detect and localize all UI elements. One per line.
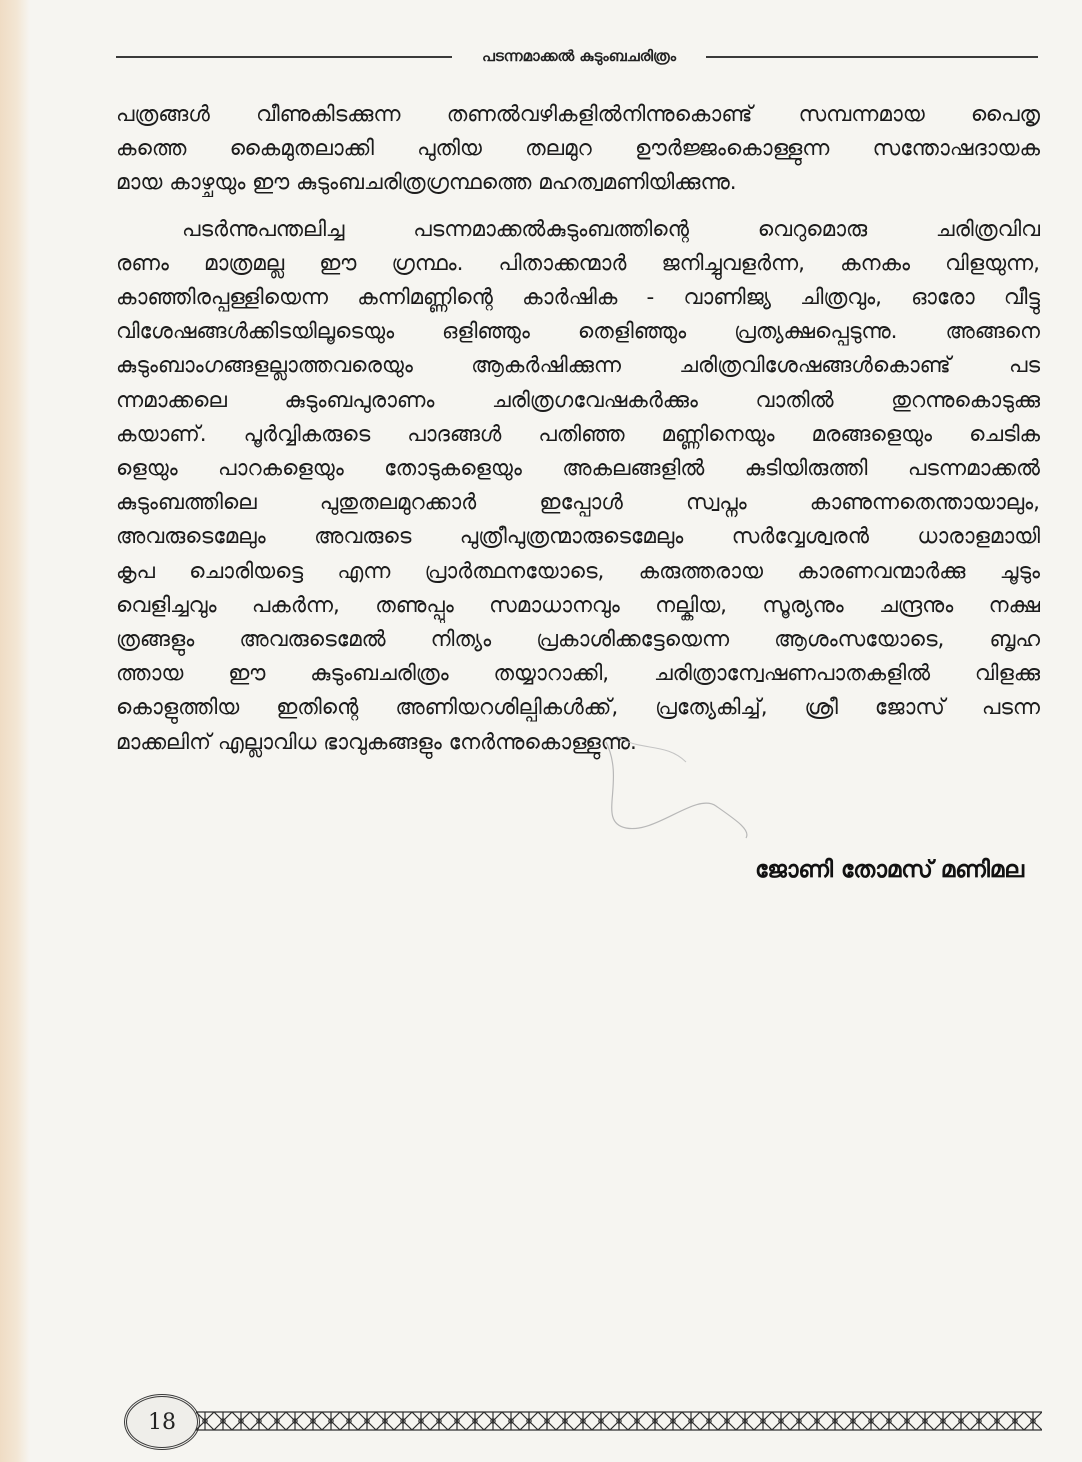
header-rule-left <box>116 56 452 58</box>
text-line: പടർന്നുപന്തലിച്ച പടന്നമാക്കൽകുടുംബത്തിന്റെ വെറുമൊരു ചരിത്രവിവ <box>182 216 1040 242</box>
page-edge-shading <box>0 0 30 1462</box>
text-line: കൃപ ചൊരിയട്ടെ എന്ന പ്രാർത്ഥനയോടെ, കരുത്തരായ കാരണവന്മാർക്കു ചൂടും <box>116 558 1040 584</box>
text-line: ത്തായ ഈ കുടുംബചരിത്രം തയ്യാറാക്കി, ചരിത്രാന്വേഷണപാതകളിൽ വിളക്കു <box>116 661 1040 687</box>
paragraph-1 <box>116 98 1040 201</box>
page-footer <box>118 1386 1044 1456</box>
text-line: കുടുംബത്തിലെ പുതുതലമുറക്കാർ ഇപ്പോൾ സ്വപ്നം കാണുന്നതെന്തായാലും, <box>116 490 1040 516</box>
text-line: കാഞ്ഞിരപ്പള്ളിയെന്ന കന്നിമണ്ണിന്റെ കാർഷിക - വാണിജ്യ ചിത്രവും, ഓരോ വീട്ടു <box>116 285 1040 311</box>
body-text <box>116 98 1040 772</box>
text-line: ന്നമാക്കലെ കുടുംബപുരാണം ചരിത്രഗവേഷകർക്കും വാതിൽ തുറന്നുകൊടുക്കു <box>116 387 1040 413</box>
running-head: പടന്നമാക്കൽ കുടുംബചരിത്രം <box>482 47 676 65</box>
pen-scribble-mark <box>586 722 756 842</box>
text-line: കയാണ്. പൂർവ്വികരുടെ പാദങ്ങൾ പതിഞ്ഞ മണ്ണിനെയും മരങ്ങളെയും ചെടിക <box>116 421 1040 447</box>
text-line: കുടുംബാംഗങ്ങളല്ലാത്തവരെയും ആകർഷിക്കുന്ന ചരിത്രവിശേഷങ്ങൾകൊണ്ട് പട <box>116 353 1040 379</box>
text-line: കത്തെ കൈമുതലാക്കി പുതിയ തലമുറ ഊർജ്ജംകൊള്ളുന്ന സന്തോഷദായക <box>116 136 1040 162</box>
text-line: മായ കാഴ്ചയും ഈ കുടുംബചരിത്രഗ്രന്ഥത്തെ മഹത്വമണിയിക്കുന്നു. <box>116 170 737 196</box>
text-line: ത്രങ്ങളും അവരുടെമേൽ നിത്യം പ്രകാശിക്കട്ടേയെന്ന ആശംസയോടെ, ബൃഹ <box>116 627 1040 653</box>
text-line: രണം മാത്രമല്ല ഈ ഗ്രന്ഥം. പിതാക്കന്മാർ ജനിച്ചുവളർന്ന, കനകം വിളയുന്ന, <box>116 250 1040 276</box>
text-line: അവരുടെമേലും അവരുടെ പുത്രീപുത്രന്മാരുടെമേലും സർവ്വേശ്വരൻ ധാരാളമായി <box>116 524 1040 550</box>
page-number: 18 <box>148 1409 176 1435</box>
page-number-badge <box>124 1394 200 1450</box>
text-line: പത്രങ്ങൾ വീണുകിടക്കുന്ന തണൽവഴികളിൽനിന്നുകൊണ്ട് സമ്പന്നമായ പൈതൃ <box>116 102 1040 127</box>
text-line: ളെയും പാറകളെയും തോടുകളെയും അകലങ്ങളിൽ കുടിയിരുത്തി പടന്നമാക്കൽ <box>116 456 1040 482</box>
header-rule-right <box>706 56 1038 58</box>
text-line: മാക്കലിന് എല്ലാവിധ ഭാവുകങ്ങളും നേർന്നുകൊള്ളുന്നു. <box>116 729 637 755</box>
paragraph-2 <box>116 213 1040 760</box>
text-line: വിശേഷങ്ങൾക്കിടയിലൂടെയും ഒളിഞ്ഞും തെളിഞ്ഞും പ്രത്യക്ഷപ്പെടുന്നു. അങ്ങനെ <box>116 319 1040 345</box>
author-signature: ജോണി തോമസ് മണിമല <box>755 857 1024 883</box>
text-line: കൊളുത്തിയ ഇതിന്റെ അണിയറശില്പികൾക്ക്, പ്രത്യേകിച്ച്, ശ്രീ ജോസ് പടന്ന <box>116 695 1040 721</box>
decorative-footer-border <box>196 1408 1042 1434</box>
text-line: വെളിച്ചവും പകർന്ന, തണുപ്പും സമാധാനവും നല്കിയ, സൂര്യനും ചന്ദ്രനും നക്ഷ <box>116 592 1040 618</box>
